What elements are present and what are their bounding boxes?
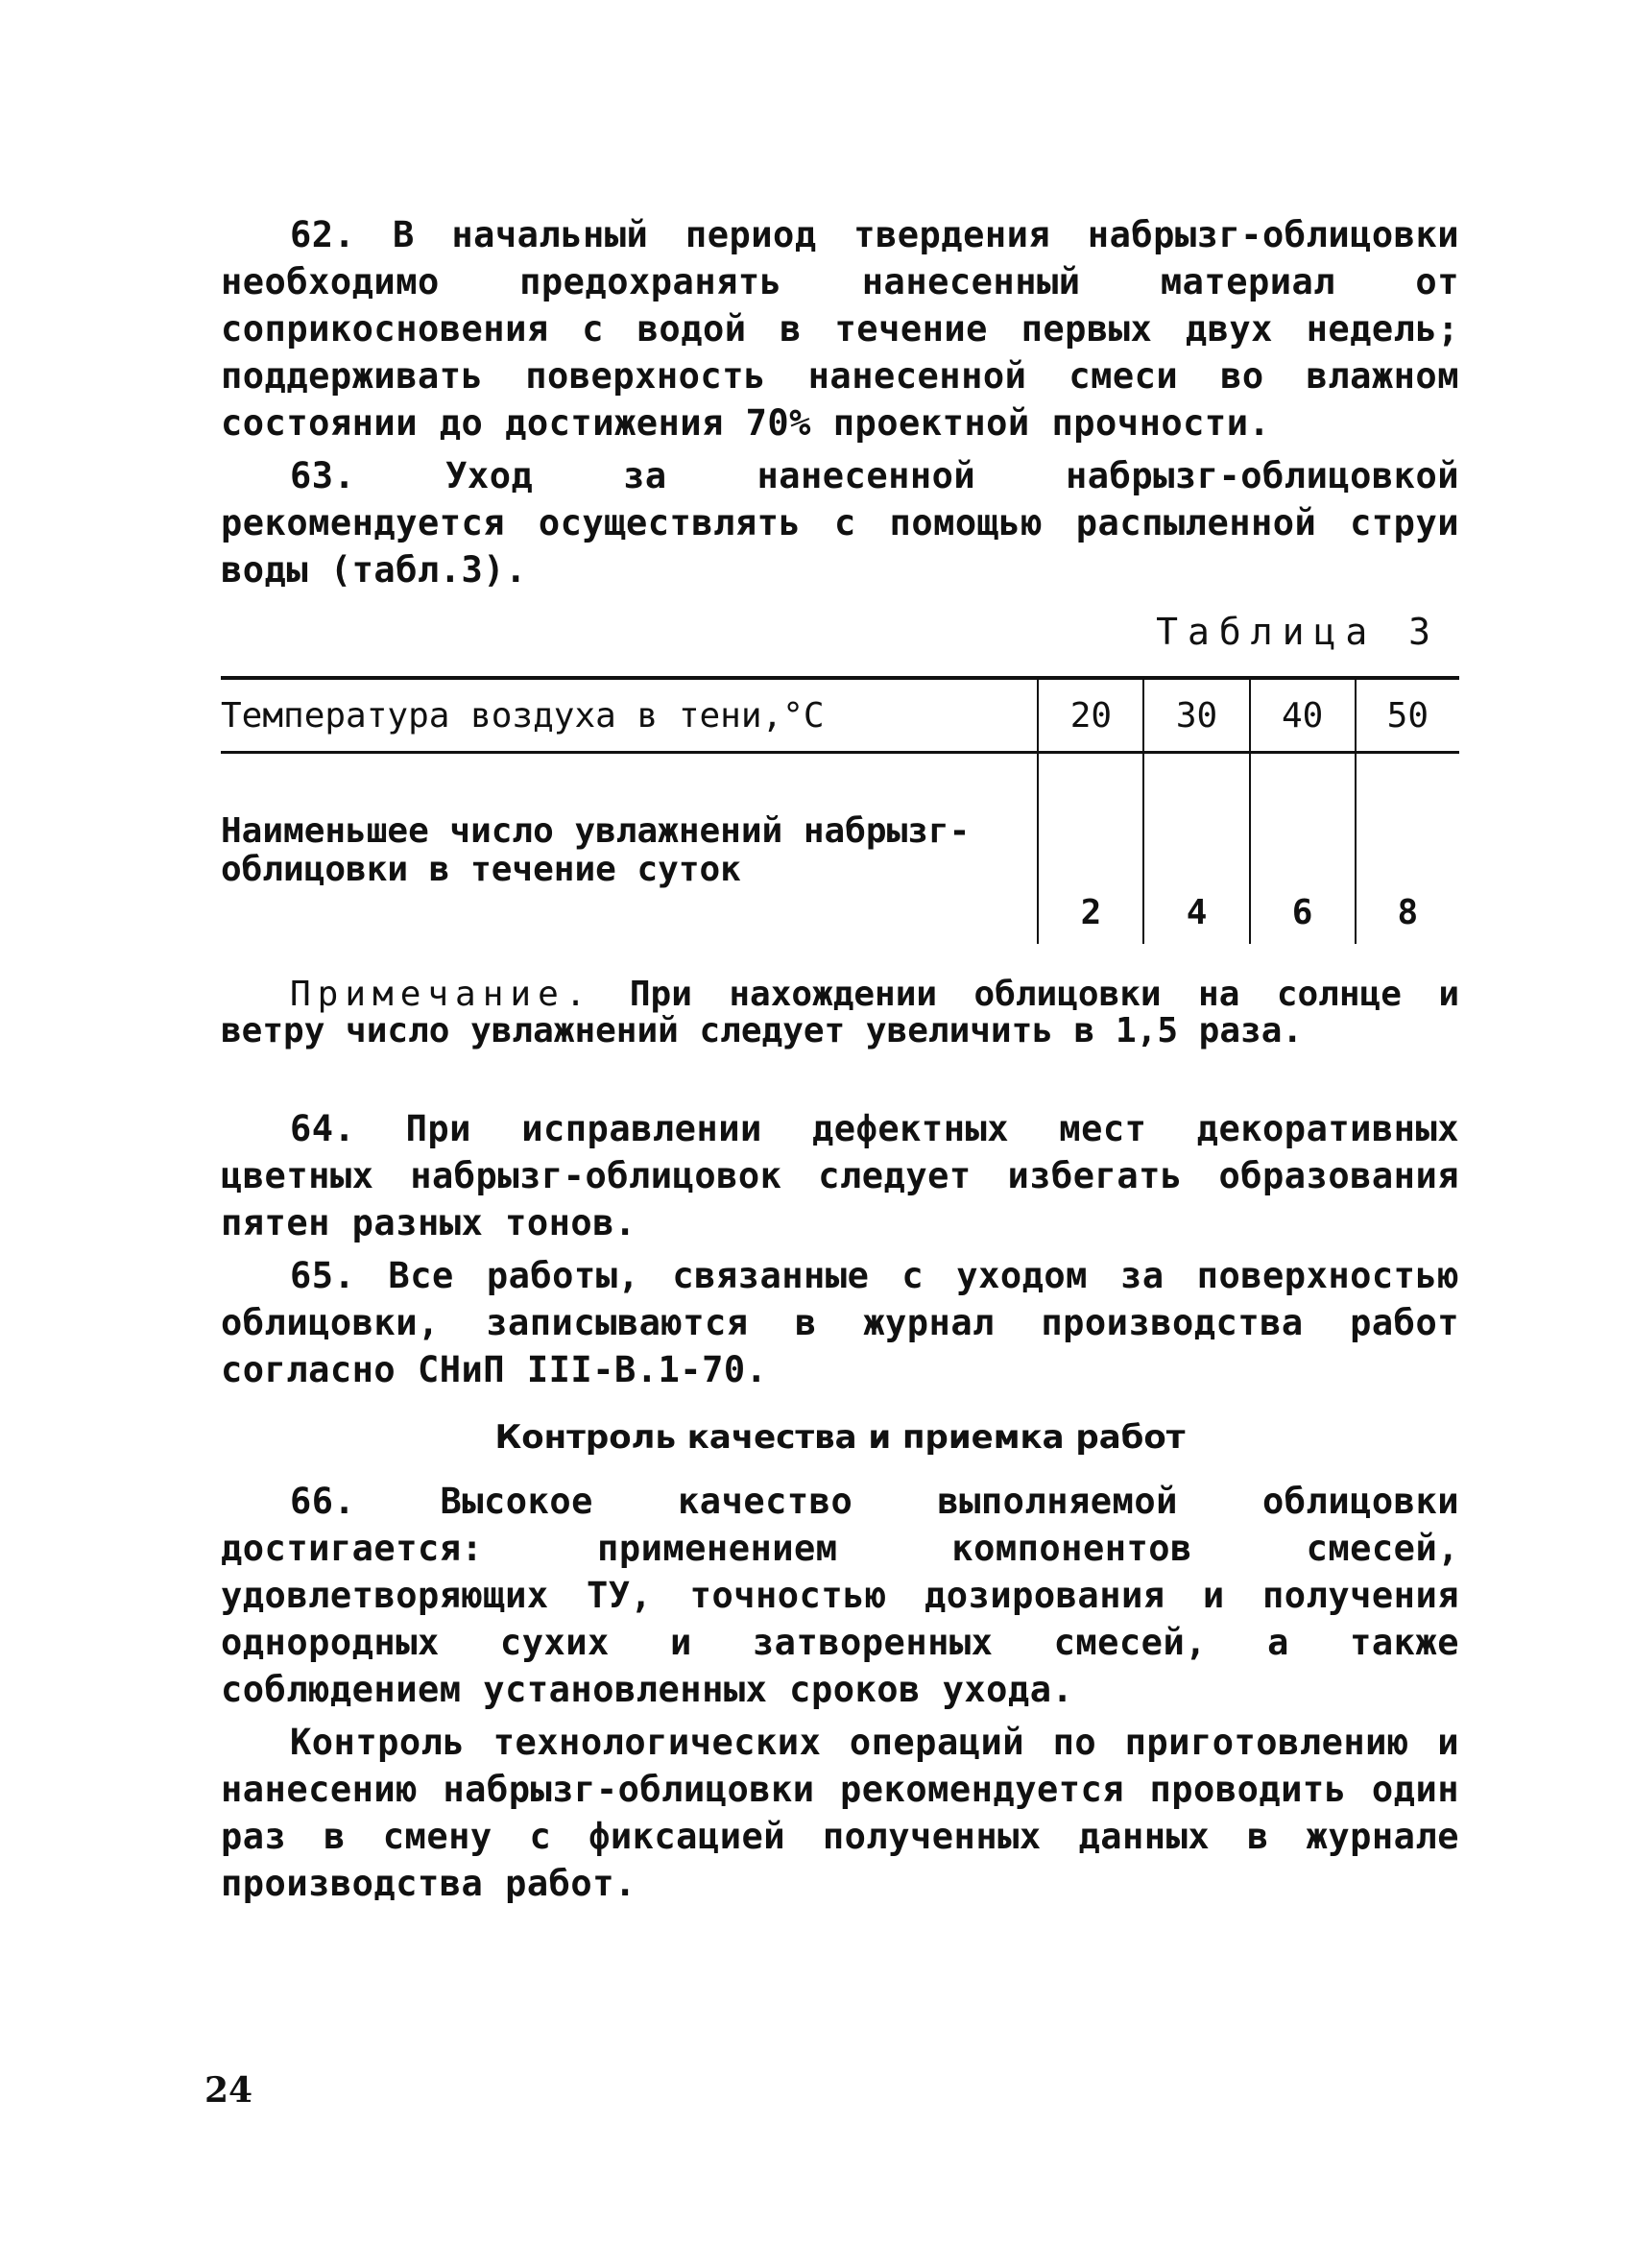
paragraph-64: 64. При исправлении дефектных мест декоративных цветных набрызг-облицовок следует избегать образования пятен разных тонов. [221,1108,1459,1243]
table-data-row [221,753,1459,945]
page-number: 24 [204,2070,253,2111]
table-note [221,977,1459,1050]
section-title: Контроль качества и приемка работ [494,1418,1186,1457]
table-temp-cell: 40 [1250,678,1356,753]
table-value-cell: 4 [1143,753,1249,945]
page-content [221,211,1459,1913]
paragraph-65: 65. Все работы, связанные с уходом за поверхностью облицовки, записываются в журнал производства работ согласно СНиП III-В.1-70. [221,1255,1459,1390]
table-temp-cell: 20 [1038,678,1143,753]
table-header-row [221,678,1459,753]
table-caption: Таблица 3 [1156,611,1440,653]
table-temp-cell: 50 [1356,678,1459,753]
table-header-label: Температура воздуха в тени,°С [221,678,1038,753]
note-text: При нахождении облицовки на солнце и ветру число увлажнений следует увеличить в 1,5 раза. [221,975,1459,1050]
table-value-cell: 2 [1038,753,1143,945]
note-label: Примечание. [290,975,593,1014]
paragraph-66: 66. Высокое качество выполняемой облицовки достигается: применением компонентов смесей, удовлетворяющих ТУ, точностью дозирования и получения однородных сухих и затворенных смесей, а также соблюдением установленных сроков ухода. [221,1481,1459,1710]
table-temp-cell: 30 [1143,678,1249,753]
table-row-label: Наименьшее число увлажнений набрызг-облицовки в течение суток [221,811,971,889]
table-value-cell: 6 [1250,753,1356,945]
paragraph-63: 63. Уход за нанесенной набрызг-облицовкой рекомендуется осуществлять с помощью распыленной струи воды (табл.3). [221,455,1459,591]
paragraph-control: Контроль технологических операций по приготовлению и нанесению набрызг-облицовки рекомендуется проводить один раз в смену с фиксацией полученных данных в журнале производства работ. [221,1722,1459,1904]
table-value-cell: 8 [1356,753,1459,945]
humidification-table [221,676,1459,944]
paragraph-62: 62. В начальный период твердения набрызг-облицовки необходимо предохранять нанесенный материал от соприкосновения с водой в течение первых двух недель; поддерживать поверхность нанесенной смеси во влажном состоянии до достижения 70% проектной прочности. [221,214,1459,444]
